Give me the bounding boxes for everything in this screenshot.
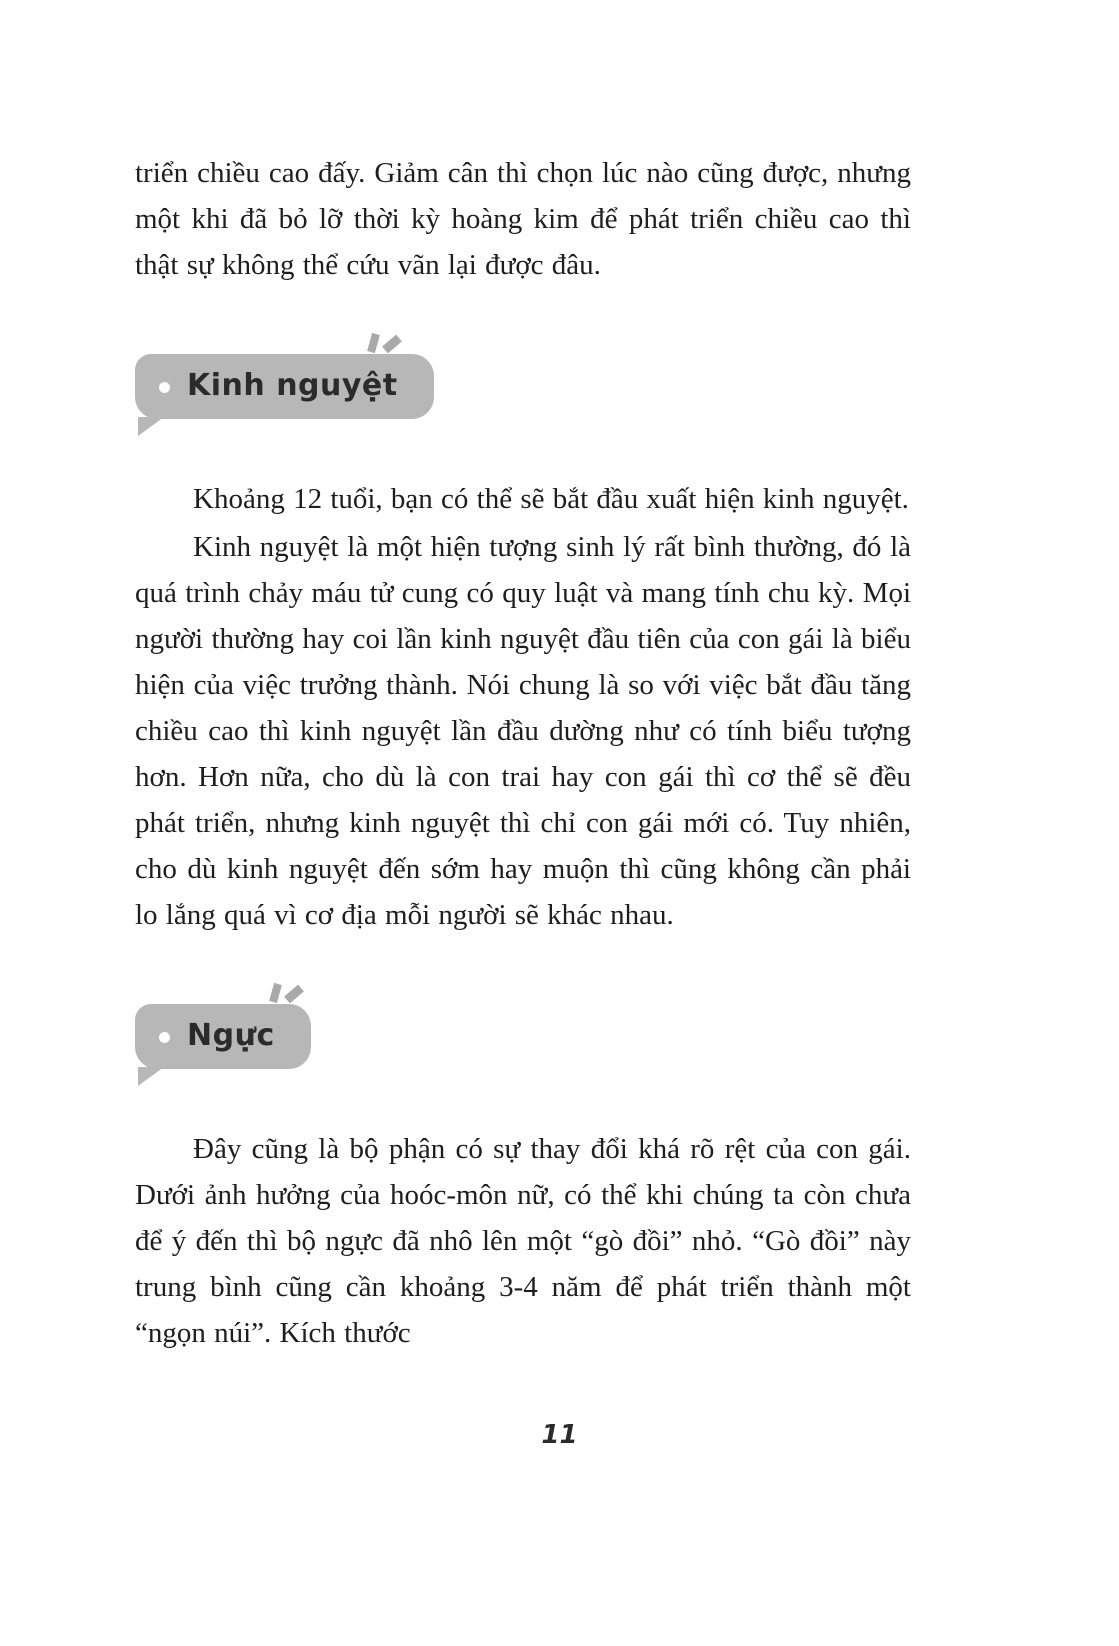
body-paragraph: Khoảng 12 tuổi, bạn có thể sẽ bắt đầu xuất hiện kinh nguyệt. xyxy=(193,483,909,515)
bullet-dot-icon xyxy=(159,1032,170,1043)
section-heading-nguc xyxy=(135,1004,911,1074)
page-number: 11 xyxy=(541,1420,578,1450)
bullet-dot-icon xyxy=(159,382,170,393)
speech-bubble xyxy=(135,1004,311,1069)
intro-paragraph: triển chiều cao đấy. Giảm cân thì chọn lúc nào cũng được, nhưng một khi đã bỏ lỡ thời kỳ hoàng kim để phát triển chiều cao thì thật sự không thể cứu vãn lại được đâu. xyxy=(135,157,911,281)
sparkle-icon xyxy=(361,328,405,358)
body-paragraph: Kinh nguyệt là một hiện tượng sinh lý rất bình thường, đó là quá trình chảy máu tử cung có quy luật và mang tính chu kỳ. Mọi người thường hay coi lần kinh nguyệt đầu tiên của con gái là biểu hiện của việc trưởng thành. Nói chung là so với việc bắt đầu tăng chiều cao thì kinh nguyệt lần đầu dường như có tính biểu tượng hơn. Hơn nữa, cho dù là con trai hay con gái thì cơ thể sẽ đều phát triển, nhưng kinh nguyệt thì chỉ con gái mới có. Tuy nhiên, cho dù kinh nguyệt đến sớm hay muộn thì cũng không cần phải lo lắng quá vì cơ địa mỗi người sẽ khác nhau. xyxy=(135,531,911,931)
section-heading-label: Ngực xyxy=(187,1018,275,1053)
speech-bubble xyxy=(135,354,434,419)
section-heading-label: Kinh nguyệt xyxy=(187,368,398,403)
sparkle-icon xyxy=(263,978,307,1008)
section-heading-kinh-nguyet xyxy=(135,354,911,424)
body-paragraph: Đây cũng là bộ phận có sự thay đổi khá rõ rệt của con gái. Dưới ảnh hưởng của hoóc-môn nữ, có thể khi chúng ta còn chưa để ý đến thì bộ ngực đã nhô lên một “gò đồi” nhỏ. “Gò đồi” này trung bình cũng cần khoảng 3-4 năm để phát triển thành một “ngọn núi”. Kích thước xyxy=(135,1133,911,1349)
